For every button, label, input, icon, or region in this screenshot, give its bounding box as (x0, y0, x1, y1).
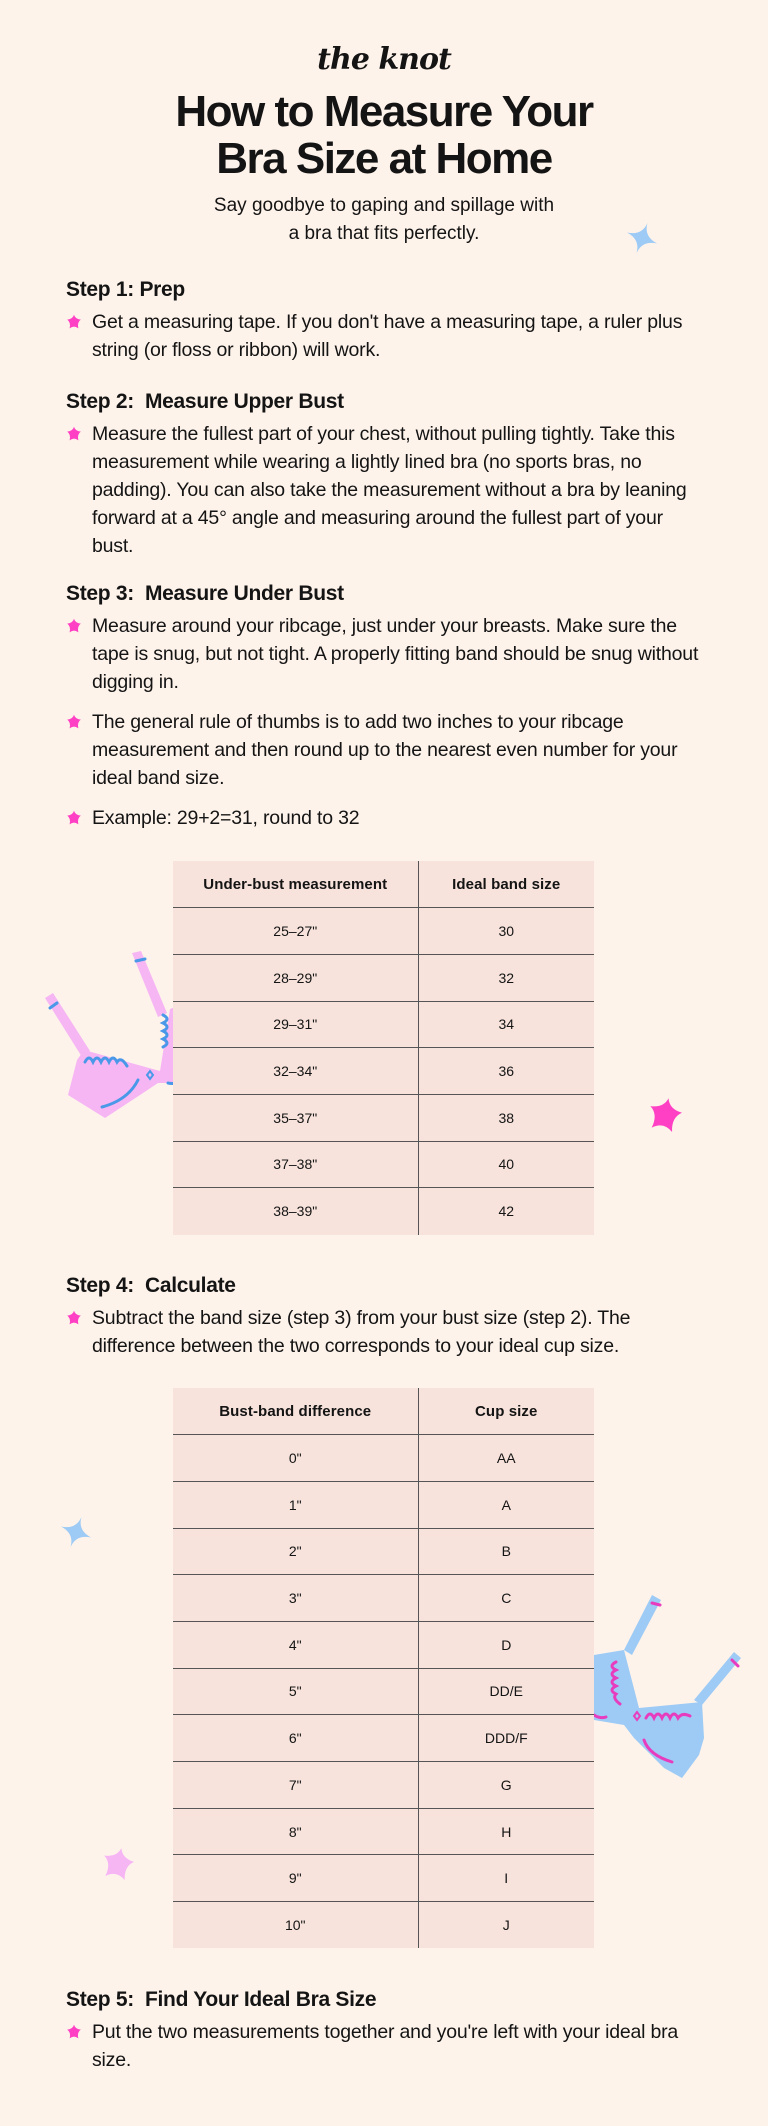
table-cell: DD/E (418, 1668, 594, 1715)
table-cell: 37–38" (173, 1141, 418, 1188)
table-row (173, 1621, 594, 1668)
table-cell: 0" (173, 1435, 418, 1482)
table-row (173, 954, 594, 1001)
step-2-heading: Step 2: Measure Upper Bust (66, 390, 344, 413)
table-cell: 29–31" (173, 1001, 418, 1048)
table-row (173, 1141, 594, 1188)
step-5-heading: Step 5: Find Your Ideal Bra Size (66, 1988, 377, 2011)
column-header: Under-bust measurement (173, 861, 418, 908)
pink-bra-illustration-icon (40, 935, 175, 1120)
cup-size-table (173, 1388, 594, 1948)
pink-star-bullet-icon (66, 1310, 82, 1326)
light-pink-star-icon (100, 1846, 136, 1882)
blue-bra-illustration-icon (594, 1580, 744, 1780)
subtitle-line-2: a bra that fits perfectly. (288, 223, 480, 244)
table-cell: 42 (498, 1203, 515, 1220)
table-cell: 2" (173, 1528, 418, 1575)
pink-star-icon (646, 1096, 684, 1134)
table-row (173, 1575, 594, 1622)
table-cell: 3" (173, 1575, 418, 1622)
column-header: Bust-band difference (173, 1388, 418, 1435)
bullet-text: The general rule of thumbs is to add two inches to your ribcage measurement and then round up to the nearest even number for your ideal band size. (92, 711, 678, 789)
step-4-bullet (66, 1304, 706, 1360)
blue-sparkle-icon (58, 1514, 94, 1550)
table-cell: 1" (173, 1481, 418, 1528)
table-cell: A (418, 1481, 594, 1528)
step-1-bullet (66, 308, 706, 364)
table-row (173, 1715, 594, 1762)
table-cell: 38–39" (173, 1188, 418, 1235)
table-row (173, 1048, 594, 1095)
step-3-bullet-3 (66, 804, 706, 832)
table-row (173, 1855, 594, 1902)
table-cell: 5" (173, 1668, 418, 1715)
table-cell: 25–27" (173, 908, 418, 955)
table-cell: 40 (418, 1141, 594, 1188)
page-title (0, 88, 768, 182)
bullet-text: Get a measuring tape. If you don't have a measuring tape, a ruler plus string (or floss or ribbon) will work. (92, 311, 683, 361)
table-cell: C (418, 1575, 594, 1622)
table-cell: I (418, 1855, 594, 1902)
table-cell: G (418, 1762, 594, 1809)
table-cell: DDD/F (418, 1715, 594, 1762)
table-cell: 8" (173, 1808, 418, 1855)
pink-star-bullet-icon (66, 810, 82, 826)
table-cell: 36 (418, 1048, 594, 1095)
table-cell: 32–34" (173, 1048, 418, 1095)
pink-star-bullet-icon (66, 618, 82, 634)
table-cell: 9" (173, 1855, 418, 1902)
table-cell: B (418, 1528, 594, 1575)
pink-star-bullet-icon (66, 314, 82, 330)
table-cell: 6" (173, 1715, 418, 1762)
table-cell: 38 (418, 1094, 594, 1141)
table-row (173, 1668, 594, 1715)
column-header: Ideal band size (418, 861, 594, 908)
table-header-row (173, 861, 594, 908)
subtitle-line-1: Say goodbye to gaping and spillage with (213, 195, 555, 216)
table-cell: D (418, 1621, 594, 1668)
bullet-text: Put the two measurements together and you're left with your ideal bra size. (92, 2021, 679, 2071)
column-header: Cup size (418, 1388, 594, 1435)
pink-star-bullet-icon (66, 2024, 82, 2040)
table-row (173, 1001, 594, 1048)
table-cell: J (502, 1917, 510, 1934)
table-row (173, 1188, 594, 1235)
pink-star-bullet-icon (66, 714, 82, 730)
table-row (173, 1528, 594, 1575)
table-cell: 35–37" (173, 1094, 418, 1141)
step-5-bullet (66, 2018, 706, 2074)
table-cell: H (418, 1808, 594, 1855)
table-cell: 34 (418, 1001, 594, 1048)
table-cell: 7" (173, 1762, 418, 1809)
step-2-bullet (66, 420, 706, 560)
step-3-bullet-2 (66, 708, 706, 792)
bullet-text: Example: 29+2=31, round to 32 (92, 807, 360, 829)
step-3-bullet-1 (66, 612, 706, 696)
pink-star-bullet-icon (66, 426, 82, 442)
step-4-heading: Step 4: Calculate (66, 1274, 236, 1297)
table-row (173, 908, 594, 955)
table-cell: 10" (173, 1902, 418, 1949)
step-3-heading: Step 3: Measure Under Bust (66, 582, 344, 605)
blue-sparkle-icon (624, 220, 660, 256)
table-cell: AA (418, 1435, 594, 1482)
bullet-text: Subtract the band size (step 3) from your bust size (step 2). The difference between the two corresponds to your ideal cup size. (92, 1307, 631, 1357)
title-line-2: Bra Size at Home (216, 134, 552, 183)
step-1-heading: Step 1: Prep (66, 278, 185, 301)
table-cell: 4" (173, 1621, 418, 1668)
bullet-text: Measure the fullest part of your chest, without pulling tightly. Take this measurement while wearing a lightly lined bra (no sports bras, no padding). You can also take the measurement without a bra by leaning forward at a 45° angle and measuring around the fullest part of your bust. (92, 423, 687, 557)
bullet-text: Measure around your ribcage, just under your breasts. Make sure the tape is snug, but not tight. A properly fitting band should be snug without digging in. (92, 615, 699, 693)
table-cell: 30 (418, 908, 594, 955)
band-size-table (173, 861, 594, 1235)
table-row (173, 1762, 594, 1809)
table-row (173, 1902, 594, 1949)
the-knot-logo: the knot (317, 42, 451, 77)
table-row (173, 1435, 594, 1482)
table-row (173, 1808, 594, 1855)
table-row (173, 1481, 594, 1528)
table-header-row (173, 1388, 594, 1435)
table-cell: 32 (418, 954, 594, 1001)
title-line-1: How to Measure Your (175, 87, 593, 136)
table-row (173, 1094, 594, 1141)
table-cell: 28–29" (173, 954, 418, 1001)
